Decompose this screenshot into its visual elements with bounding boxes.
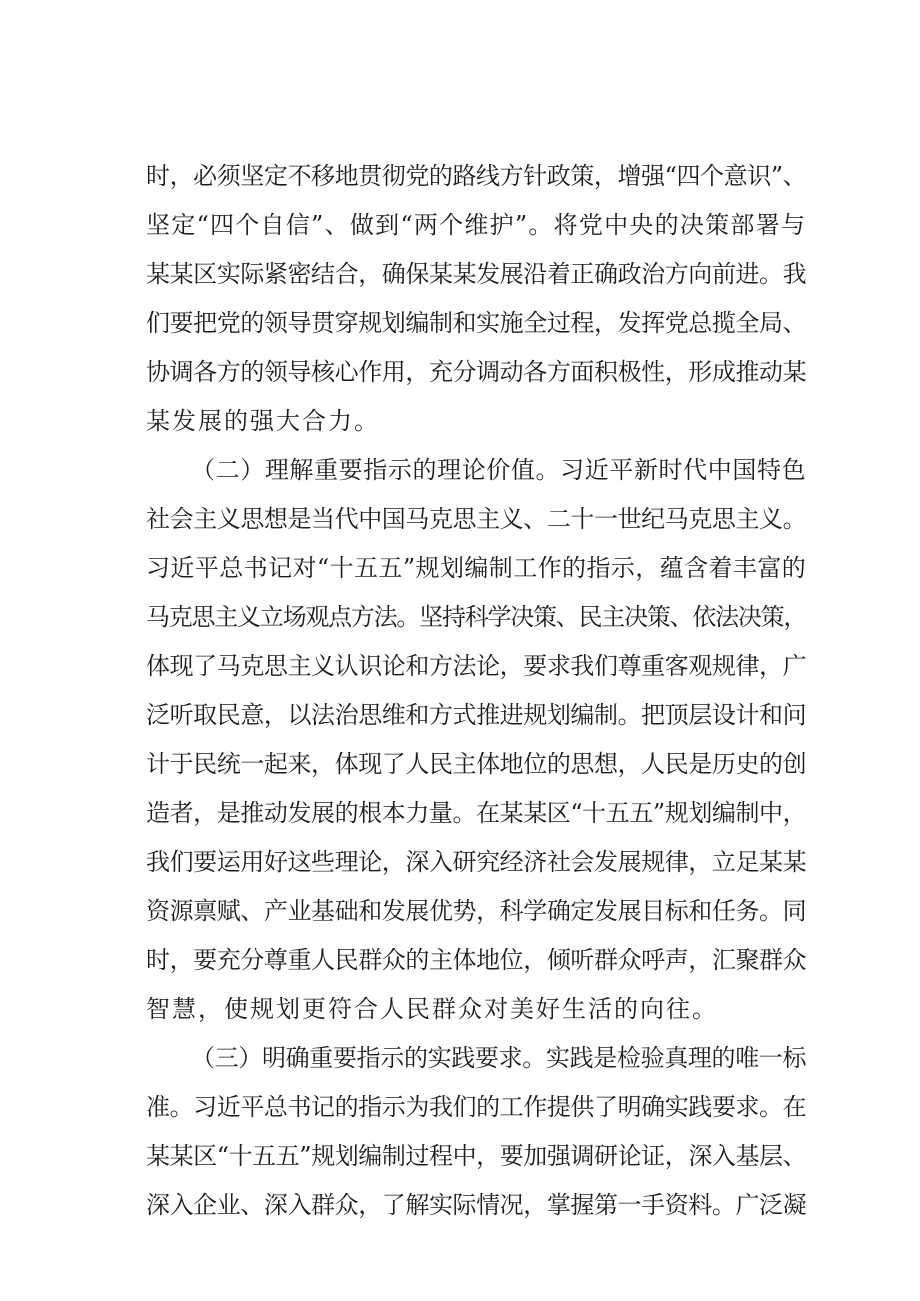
text-line: 时，必须坚定不移地贯彻党的路线方针政策，增强“四个意识”、: [146, 162, 806, 190]
text-line: 协调各方的领导核心作用，充分调动各方面积极性，形成推动某: [146, 358, 806, 386]
text-line: 资源禀赋、产业基础和发展优势，科学确定发展目标和任务。同: [146, 897, 806, 925]
text-line: 们要把党的领导贯穿规划编制和实施全过程，发挥党总揽全局、: [146, 309, 806, 337]
text-line: 某某区实际紧密结合，确保某某发展沿着正确政治方向前进。我: [146, 260, 806, 288]
text-line: 计于民统一起来，体现了人民主体地位的思想，人民是历史的创: [146, 750, 806, 778]
text-line: 习近平总书记对“十五五”规划编制工作的指示，蕴含着丰富的: [146, 554, 806, 582]
text-line: 智慧，使规划更符合人民群众对美好生活的向往。: [146, 995, 718, 1023]
text-line: 时，要充分尊重人民群众的主体地位，倾听群众呼声，汇聚群众: [146, 946, 806, 974]
text-line: 造者，是推动发展的根本力量。在某某区“十五五”规划编制中，: [146, 799, 806, 827]
text-line: 准。习近平总书记的指示为我们的工作提供了明确实践要求。在: [146, 1093, 806, 1121]
text-line: 我们要运用好这些理论，深入研究经济社会发展规律，立足某某: [146, 848, 806, 876]
text-line: 坚定“四个自信”、做到“两个维护”。将党中央的决策部署与: [146, 211, 806, 239]
text-line: 马克思主义立场观点方法。坚持科学决策、民主决策、依法决策，: [146, 603, 806, 631]
text-line: 体现了马克思主义认识论和方法论，要求我们尊重客观规律，广: [146, 652, 806, 680]
text-line: 某某区“十五五”规划编制过程中，要加强调研论证，深入基层、: [146, 1142, 806, 1170]
text-line: 社会主义思想是当代中国马克思主义、二十一世纪马克思主义。: [146, 505, 806, 533]
paragraph-heading-line: （三）明确重要指示的实践要求。实践是检验真理的唯一标: [191, 1044, 806, 1072]
text-line: 某发展的强大合力。: [146, 407, 380, 435]
text-line: 泛听取民意，以法治思维和方式推进规划编制。把顶层设计和问: [146, 701, 806, 729]
text-line: 深入企业、深入群众，了解实际情况，掌握第一手资料。广泛凝: [146, 1191, 806, 1219]
body-text: [146, 152, 806, 1230]
paragraph-heading-line: （二）理解重要指示的理论价值。习近平新时代中国特色: [191, 456, 806, 484]
